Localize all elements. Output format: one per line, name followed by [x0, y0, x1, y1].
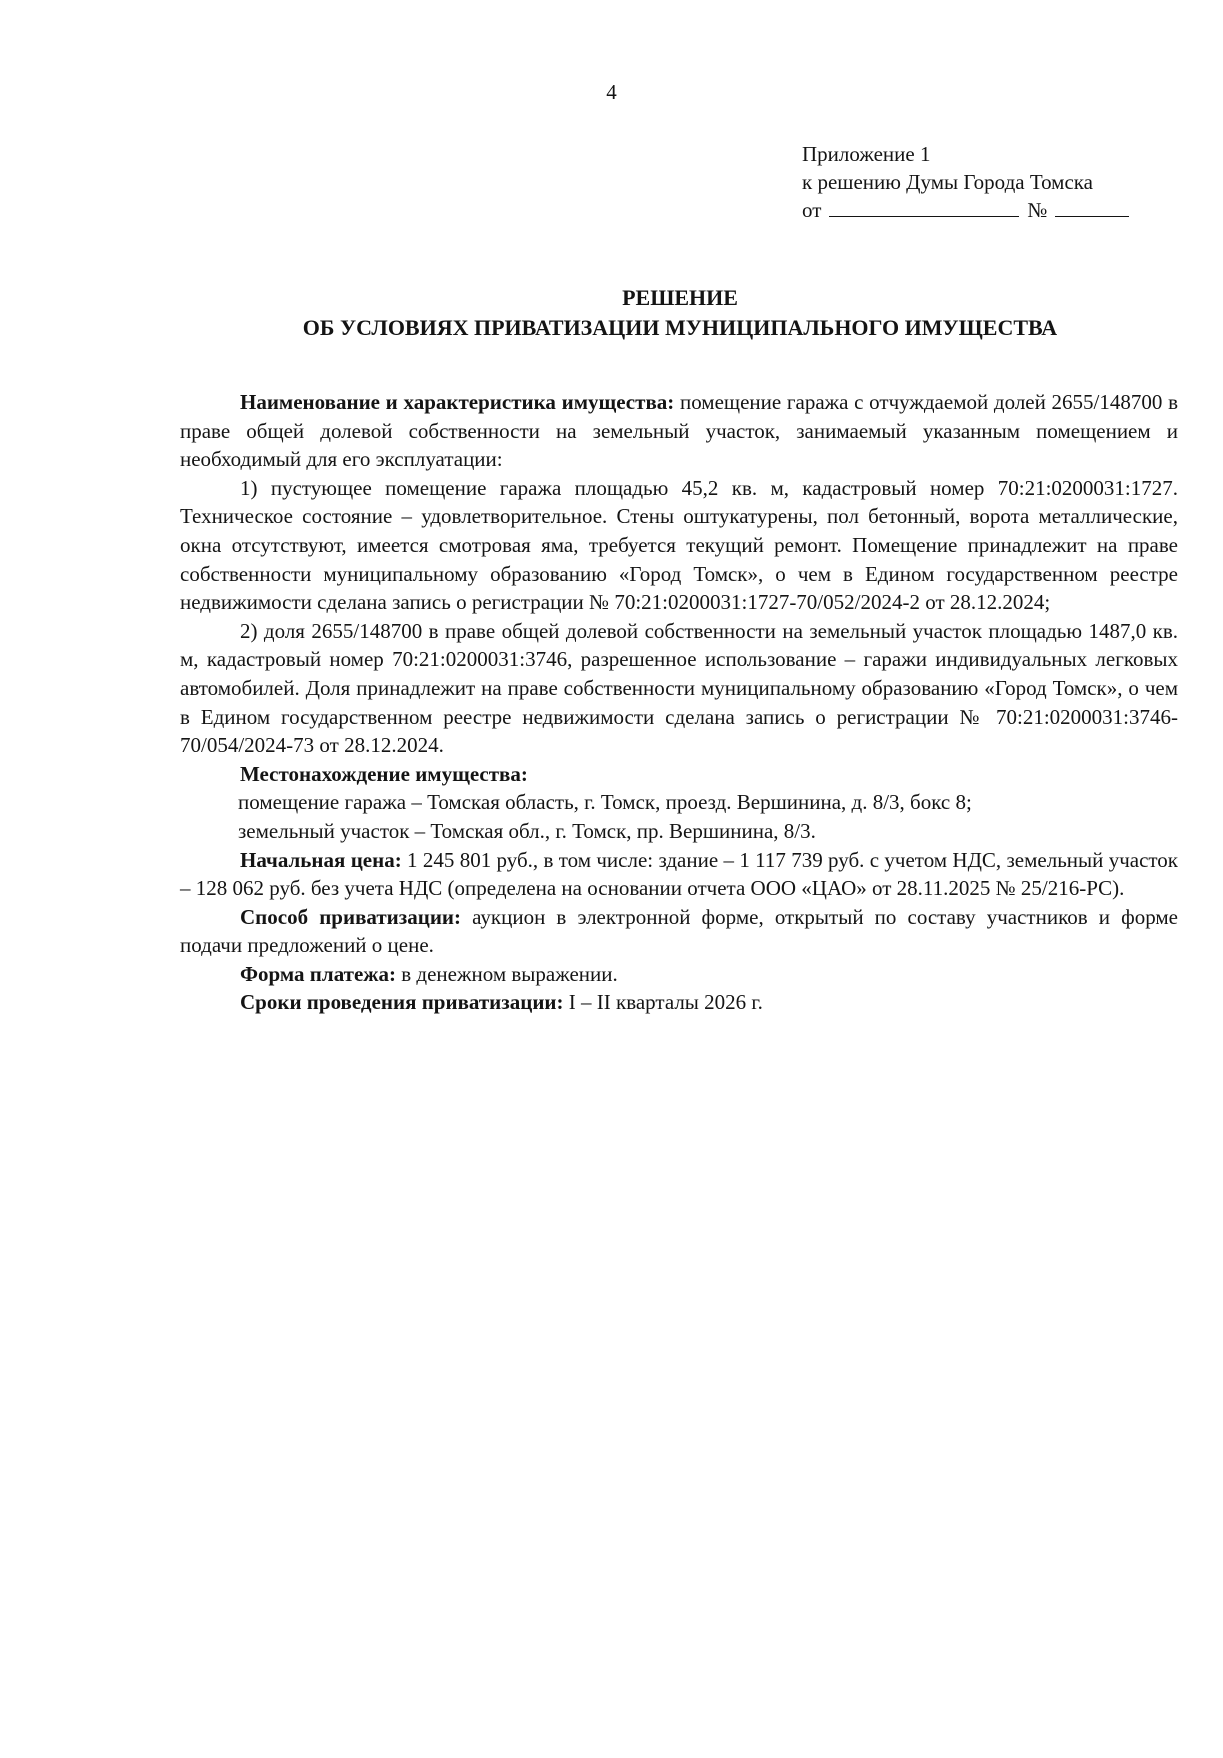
payment-text: в денежном выражении.: [396, 961, 618, 986]
property-label: Наименование и характеристика имущества:: [240, 390, 675, 414]
title-line-2: ОБ УСЛОВИЯХ ПРИВАТИЗАЦИИ МУНИЦИПАЛЬНОГО ИМУЩЕСТВА: [302, 315, 1058, 340]
appendix-line-2: к решению Думы Города Томска: [802, 170, 1093, 194]
appendix-line-1: Приложение 1: [802, 142, 931, 166]
method-text: аукцион в электронной форме, открытый по составу участников и форме подачи предложений о цене.: [180, 904, 1178, 958]
location-line-2: земельный участок – Томская обл., г. Томск, пр. Вершинина, 8/3.: [238, 818, 816, 843]
number-sign: №: [1027, 198, 1048, 222]
payment-paragraph: [180, 960, 1178, 989]
terms-paragraph: [180, 988, 1178, 1017]
price-text: 1 245 801 руб., в том числе: здание – 1 117 739 руб. с учетом НДС, земельный участок – 128 062 руб. без учета НДС (определена на основании отчета ООО «ЦАО» от 28.11.2025 № 25/216-РС).: [180, 847, 1178, 901]
date-prefix: от: [802, 198, 822, 222]
property-item-1: 1) пустующее помещение гаража площадью 45,2 кв. м, кадастровый номер 70:21:0200031:1727. Техническое состояние – удовлетворительное. Стены оштукатурены, пол бетонный, ворота металлические, окна отсутствуют, имеется смотровая яма, требуется текущий ремонт. Помещение принадлежит на праве собственности муниципальному образованию «Город Томск», о чем в Едином государственном реестре недвижимости сделана запись о регистрации № 70:21:0200031:1727-70/052/2024-2 от 28.12.2024;: [180, 475, 1178, 615]
appendix-block: [802, 140, 1172, 224]
document-title: [180, 283, 1180, 343]
method-label: Способ приватизации:: [240, 904, 462, 929]
property-paragraph: [180, 388, 1178, 474]
payment-label: Форма платежа:: [240, 961, 397, 986]
terms-text: I – II кварталы 2026 г.: [563, 990, 763, 1015]
appendix-date-line: [802, 196, 1172, 224]
property-item-2: 2) доля 2655/148700 в праве общей долевой собственности на земельный участок площадью 1487,0 кв. м, кадастровый номер 70:21:0200031:3746, разрешенное использование – гаражи индивидуальных легковых автомобилей. Доля принадлежит на праве собственности муниципальному образованию «Город Томск», о чем в Едином государственном реестре недвижимости сделана запись о регистрации № 70:21:0200031:3746-70/054/2024-73 от 28.12.2024.: [180, 618, 1178, 758]
title-line-1: РЕШЕНИЕ: [622, 285, 738, 310]
terms-label: Сроки проведения приватизации:: [240, 990, 564, 1015]
property-text: помещение гаража с отчуждаемой долей 2655/148700 в праве общей долевой собственности на земельный участок, занимаемый указанным помещением и необходимый для его эксплуатации:: [180, 390, 1178, 472]
price-label: Начальная цена:: [240, 847, 402, 872]
document-body: [180, 388, 1178, 1017]
date-blank: [829, 196, 1019, 217]
number-blank: [1055, 196, 1129, 217]
page-number: 4: [606, 80, 617, 104]
location-line-1: помещение гаража – Томская область, г. Томск, проезд. Вершинина, д. 8/3, бокс 8;: [238, 790, 972, 815]
method-paragraph: [180, 903, 1178, 960]
price-paragraph: [180, 846, 1178, 903]
location-label: Местонахождение имущества:: [240, 761, 528, 786]
